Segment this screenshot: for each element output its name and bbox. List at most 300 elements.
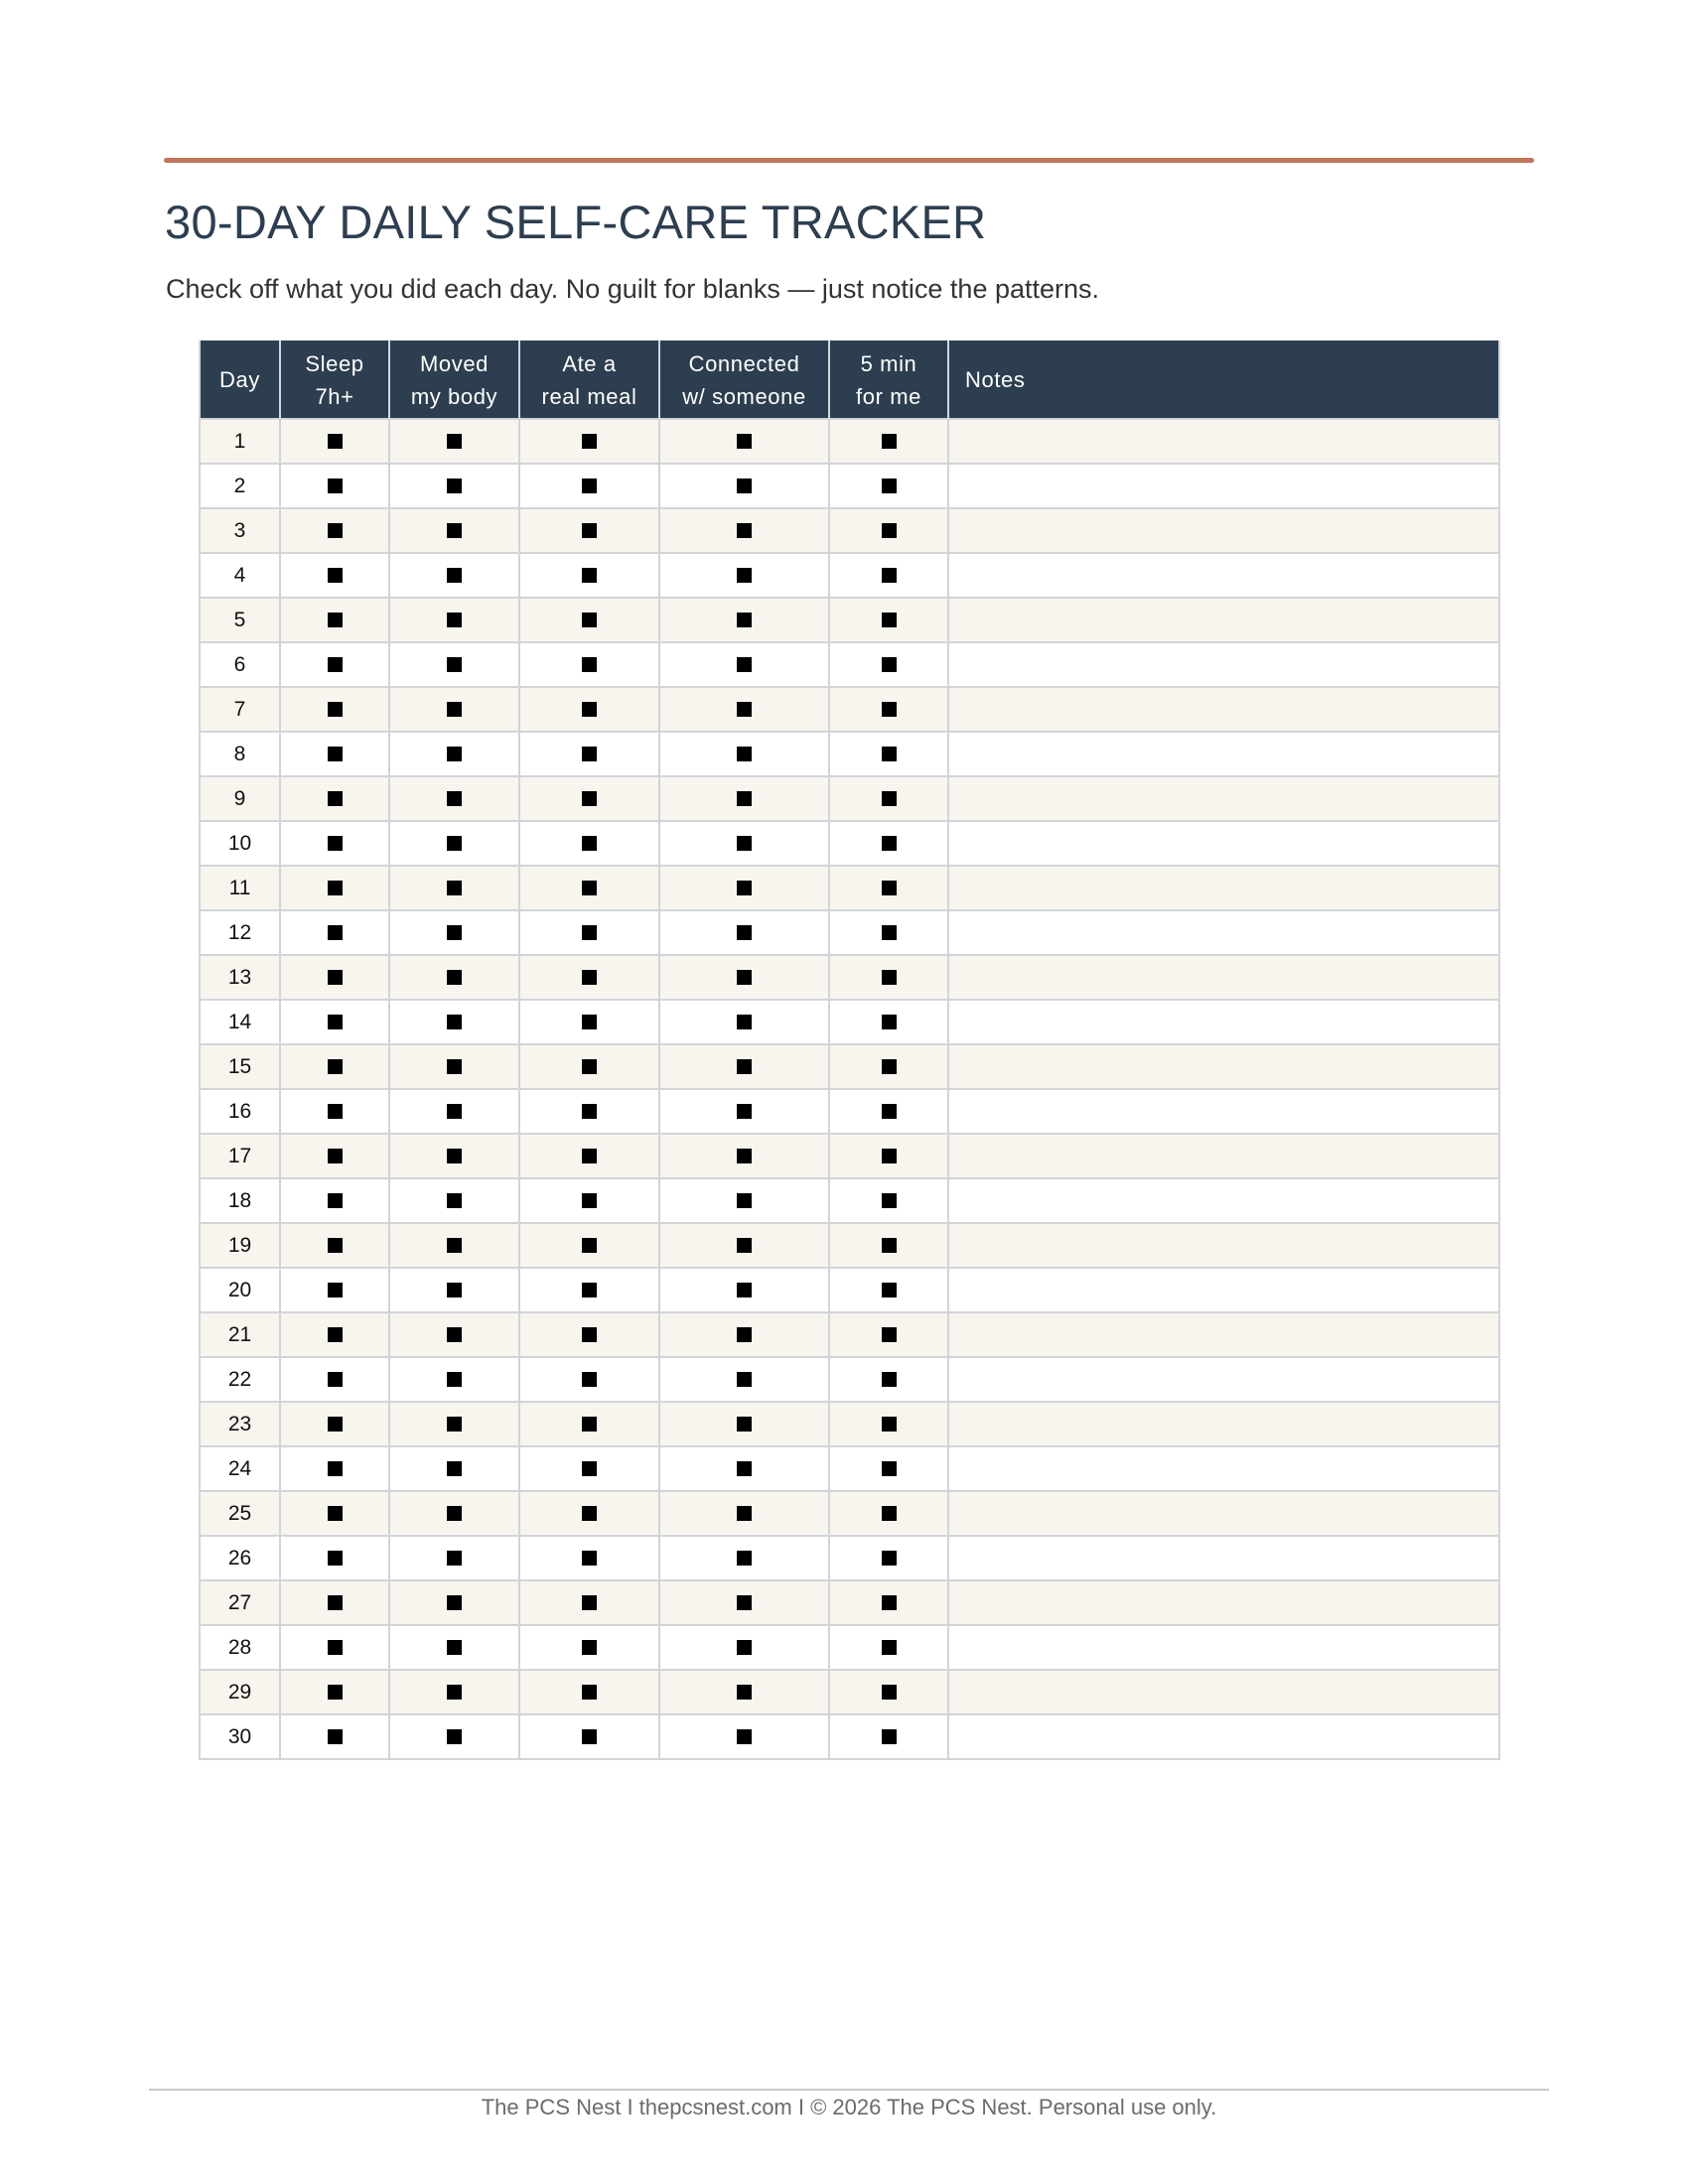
sleep-check-cell[interactable] — [280, 910, 389, 955]
connected-check-cell[interactable] — [659, 1402, 829, 1446]
checkbox-square-icon[interactable] — [447, 1238, 462, 1253]
checkbox-square-icon[interactable] — [882, 1729, 897, 1744]
checkbox-square-icon[interactable] — [882, 1327, 897, 1342]
connected-check-cell[interactable] — [659, 1536, 829, 1580]
checkbox-square-icon[interactable] — [328, 1283, 343, 1297]
connected-check-cell[interactable] — [659, 1625, 829, 1670]
meal-check-cell[interactable] — [519, 1446, 659, 1491]
checkbox-square-icon[interactable] — [882, 836, 897, 851]
notes-cell[interactable] — [948, 1357, 1499, 1402]
moved-check-cell[interactable] — [389, 1178, 519, 1223]
five-min-check-cell[interactable] — [829, 1580, 948, 1625]
five-min-check-cell[interactable] — [829, 910, 948, 955]
checkbox-square-icon[interactable] — [737, 747, 752, 761]
notes-cell[interactable] — [948, 1714, 1499, 1759]
checkbox-square-icon[interactable] — [582, 1238, 597, 1253]
checkbox-square-icon[interactable] — [737, 702, 752, 717]
checkbox-square-icon[interactable] — [882, 1506, 897, 1521]
moved-check-cell[interactable] — [389, 1580, 519, 1625]
sleep-check-cell[interactable] — [280, 1312, 389, 1357]
sleep-check-cell[interactable] — [280, 464, 389, 508]
checkbox-square-icon[interactable] — [737, 1193, 752, 1208]
five-min-check-cell[interactable] — [829, 1312, 948, 1357]
notes-cell[interactable] — [948, 1178, 1499, 1223]
checkbox-square-icon[interactable] — [882, 1461, 897, 1476]
connected-check-cell[interactable] — [659, 508, 829, 553]
connected-check-cell[interactable] — [659, 553, 829, 598]
meal-check-cell[interactable] — [519, 464, 659, 508]
notes-cell[interactable] — [948, 1670, 1499, 1714]
checkbox-square-icon[interactable] — [582, 791, 597, 806]
five-min-check-cell[interactable] — [829, 553, 948, 598]
checkbox-square-icon[interactable] — [447, 1193, 462, 1208]
moved-check-cell[interactable] — [389, 1089, 519, 1134]
checkbox-square-icon[interactable] — [582, 925, 597, 940]
checkbox-square-icon[interactable] — [328, 1506, 343, 1521]
checkbox-square-icon[interactable] — [582, 523, 597, 538]
five-min-check-cell[interactable] — [829, 1357, 948, 1402]
moved-check-cell[interactable] — [389, 1268, 519, 1312]
checkbox-square-icon[interactable] — [737, 1015, 752, 1029]
connected-check-cell[interactable] — [659, 1044, 829, 1089]
checkbox-square-icon[interactable] — [328, 523, 343, 538]
checkbox-square-icon[interactable] — [582, 970, 597, 985]
checkbox-square-icon[interactable] — [737, 613, 752, 627]
checkbox-square-icon[interactable] — [582, 1729, 597, 1744]
checkbox-square-icon[interactable] — [447, 568, 462, 583]
checkbox-square-icon[interactable] — [882, 1372, 897, 1387]
connected-check-cell[interactable] — [659, 866, 829, 910]
checkbox-square-icon[interactable] — [582, 1059, 597, 1074]
notes-cell[interactable] — [948, 1402, 1499, 1446]
moved-check-cell[interactable] — [389, 821, 519, 866]
notes-cell[interactable] — [948, 642, 1499, 687]
checkbox-square-icon[interactable] — [328, 1729, 343, 1744]
checkbox-square-icon[interactable] — [582, 702, 597, 717]
connected-check-cell[interactable] — [659, 1312, 829, 1357]
checkbox-square-icon[interactable] — [328, 925, 343, 940]
meal-check-cell[interactable] — [519, 508, 659, 553]
connected-check-cell[interactable] — [659, 464, 829, 508]
checkbox-square-icon[interactable] — [737, 836, 752, 851]
checkbox-square-icon[interactable] — [447, 1595, 462, 1610]
moved-check-cell[interactable] — [389, 419, 519, 464]
notes-cell[interactable] — [948, 687, 1499, 732]
connected-check-cell[interactable] — [659, 1178, 829, 1223]
sleep-check-cell[interactable] — [280, 1491, 389, 1536]
sleep-check-cell[interactable] — [280, 732, 389, 776]
connected-check-cell[interactable] — [659, 1000, 829, 1044]
checkbox-square-icon[interactable] — [737, 434, 752, 449]
checkbox-square-icon[interactable] — [882, 1640, 897, 1655]
meal-check-cell[interactable] — [519, 1625, 659, 1670]
meal-check-cell[interactable] — [519, 1134, 659, 1178]
checkbox-square-icon[interactable] — [737, 970, 752, 985]
checkbox-square-icon[interactable] — [447, 1461, 462, 1476]
notes-cell[interactable] — [948, 1625, 1499, 1670]
connected-check-cell[interactable] — [659, 821, 829, 866]
five-min-check-cell[interactable] — [829, 1044, 948, 1089]
five-min-check-cell[interactable] — [829, 1625, 948, 1670]
checkbox-square-icon[interactable] — [328, 1104, 343, 1119]
checkbox-square-icon[interactable] — [447, 1327, 462, 1342]
meal-check-cell[interactable] — [519, 1536, 659, 1580]
notes-cell[interactable] — [948, 1089, 1499, 1134]
connected-check-cell[interactable] — [659, 1714, 829, 1759]
notes-cell[interactable] — [948, 464, 1499, 508]
checkbox-square-icon[interactable] — [582, 478, 597, 493]
five-min-check-cell[interactable] — [829, 642, 948, 687]
sleep-check-cell[interactable] — [280, 955, 389, 1000]
checkbox-square-icon[interactable] — [582, 1640, 597, 1655]
sleep-check-cell[interactable] — [280, 821, 389, 866]
sleep-check-cell[interactable] — [280, 866, 389, 910]
notes-cell[interactable] — [948, 866, 1499, 910]
meal-check-cell[interactable] — [519, 1089, 659, 1134]
sleep-check-cell[interactable] — [280, 687, 389, 732]
notes-cell[interactable] — [948, 553, 1499, 598]
sleep-check-cell[interactable] — [280, 642, 389, 687]
five-min-check-cell[interactable] — [829, 821, 948, 866]
sleep-check-cell[interactable] — [280, 1178, 389, 1223]
moved-check-cell[interactable] — [389, 732, 519, 776]
sleep-check-cell[interactable] — [280, 598, 389, 642]
meal-check-cell[interactable] — [519, 1223, 659, 1268]
checkbox-square-icon[interactable] — [737, 523, 752, 538]
meal-check-cell[interactable] — [519, 1402, 659, 1446]
checkbox-square-icon[interactable] — [328, 1238, 343, 1253]
checkbox-square-icon[interactable] — [328, 613, 343, 627]
checkbox-square-icon[interactable] — [582, 1551, 597, 1566]
five-min-check-cell[interactable] — [829, 598, 948, 642]
moved-check-cell[interactable] — [389, 1446, 519, 1491]
checkbox-square-icon[interactable] — [582, 1506, 597, 1521]
moved-check-cell[interactable] — [389, 955, 519, 1000]
checkbox-square-icon[interactable] — [737, 1104, 752, 1119]
connected-check-cell[interactable] — [659, 732, 829, 776]
moved-check-cell[interactable] — [389, 508, 519, 553]
moved-check-cell[interactable] — [389, 598, 519, 642]
checkbox-square-icon[interactable] — [447, 478, 462, 493]
sleep-check-cell[interactable] — [280, 1536, 389, 1580]
five-min-check-cell[interactable] — [829, 1536, 948, 1580]
checkbox-square-icon[interactable] — [447, 1149, 462, 1163]
notes-cell[interactable] — [948, 508, 1499, 553]
checkbox-square-icon[interactable] — [582, 1372, 597, 1387]
checkbox-square-icon[interactable] — [582, 747, 597, 761]
checkbox-square-icon[interactable] — [447, 791, 462, 806]
connected-check-cell[interactable] — [659, 687, 829, 732]
notes-cell[interactable] — [948, 732, 1499, 776]
five-min-check-cell[interactable] — [829, 1134, 948, 1178]
sleep-check-cell[interactable] — [280, 1446, 389, 1491]
moved-check-cell[interactable] — [389, 910, 519, 955]
meal-check-cell[interactable] — [519, 910, 659, 955]
meal-check-cell[interactable] — [519, 1312, 659, 1357]
checkbox-square-icon[interactable] — [328, 1059, 343, 1074]
checkbox-square-icon[interactable] — [447, 702, 462, 717]
checkbox-square-icon[interactable] — [447, 434, 462, 449]
checkbox-square-icon[interactable] — [882, 613, 897, 627]
checkbox-square-icon[interactable] — [447, 881, 462, 895]
meal-check-cell[interactable] — [519, 1580, 659, 1625]
checkbox-square-icon[interactable] — [882, 1417, 897, 1432]
five-min-check-cell[interactable] — [829, 1491, 948, 1536]
meal-check-cell[interactable] — [519, 821, 659, 866]
checkbox-square-icon[interactable] — [882, 747, 897, 761]
moved-check-cell[interactable] — [389, 1223, 519, 1268]
checkbox-square-icon[interactable] — [582, 1283, 597, 1297]
sleep-check-cell[interactable] — [280, 1134, 389, 1178]
meal-check-cell[interactable] — [519, 1491, 659, 1536]
five-min-check-cell[interactable] — [829, 1178, 948, 1223]
checkbox-square-icon[interactable] — [328, 1149, 343, 1163]
notes-cell[interactable] — [948, 419, 1499, 464]
sleep-check-cell[interactable] — [280, 1580, 389, 1625]
checkbox-square-icon[interactable] — [447, 1506, 462, 1521]
checkbox-square-icon[interactable] — [447, 1104, 462, 1119]
connected-check-cell[interactable] — [659, 1089, 829, 1134]
checkbox-square-icon[interactable] — [328, 434, 343, 449]
sleep-check-cell[interactable] — [280, 553, 389, 598]
checkbox-square-icon[interactable] — [328, 702, 343, 717]
moved-check-cell[interactable] — [389, 866, 519, 910]
checkbox-square-icon[interactable] — [447, 970, 462, 985]
five-min-check-cell[interactable] — [829, 508, 948, 553]
checkbox-square-icon[interactable] — [328, 1551, 343, 1566]
notes-cell[interactable] — [948, 1446, 1499, 1491]
moved-check-cell[interactable] — [389, 1536, 519, 1580]
connected-check-cell[interactable] — [659, 1491, 829, 1536]
checkbox-square-icon[interactable] — [882, 657, 897, 672]
checkbox-square-icon[interactable] — [737, 568, 752, 583]
checkbox-square-icon[interactable] — [882, 791, 897, 806]
checkbox-square-icon[interactable] — [328, 568, 343, 583]
connected-check-cell[interactable] — [659, 1580, 829, 1625]
checkbox-square-icon[interactable] — [582, 1461, 597, 1476]
notes-cell[interactable] — [948, 1580, 1499, 1625]
meal-check-cell[interactable] — [519, 598, 659, 642]
checkbox-square-icon[interactable] — [737, 1417, 752, 1432]
sleep-check-cell[interactable] — [280, 1402, 389, 1446]
checkbox-square-icon[interactable] — [882, 1059, 897, 1074]
five-min-check-cell[interactable] — [829, 464, 948, 508]
five-min-check-cell[interactable] — [829, 1000, 948, 1044]
connected-check-cell[interactable] — [659, 598, 829, 642]
checkbox-square-icon[interactable] — [882, 1149, 897, 1163]
checkbox-square-icon[interactable] — [328, 970, 343, 985]
five-min-check-cell[interactable] — [829, 955, 948, 1000]
checkbox-square-icon[interactable] — [737, 1551, 752, 1566]
checkbox-square-icon[interactable] — [882, 1551, 897, 1566]
checkbox-square-icon[interactable] — [447, 1729, 462, 1744]
checkbox-square-icon[interactable] — [737, 1640, 752, 1655]
five-min-check-cell[interactable] — [829, 1223, 948, 1268]
checkbox-square-icon[interactable] — [582, 1193, 597, 1208]
meal-check-cell[interactable] — [519, 955, 659, 1000]
connected-check-cell[interactable] — [659, 642, 829, 687]
checkbox-square-icon[interactable] — [328, 657, 343, 672]
connected-check-cell[interactable] — [659, 955, 829, 1000]
meal-check-cell[interactable] — [519, 1714, 659, 1759]
checkbox-square-icon[interactable] — [737, 925, 752, 940]
moved-check-cell[interactable] — [389, 687, 519, 732]
checkbox-square-icon[interactable] — [882, 478, 897, 493]
five-min-check-cell[interactable] — [829, 687, 948, 732]
checkbox-square-icon[interactable] — [882, 1685, 897, 1700]
moved-check-cell[interactable] — [389, 642, 519, 687]
checkbox-square-icon[interactable] — [737, 1283, 752, 1297]
connected-check-cell[interactable] — [659, 1357, 829, 1402]
notes-cell[interactable] — [948, 1134, 1499, 1178]
checkbox-square-icon[interactable] — [447, 1059, 462, 1074]
sleep-check-cell[interactable] — [280, 1357, 389, 1402]
sleep-check-cell[interactable] — [280, 1000, 389, 1044]
checkbox-square-icon[interactable] — [582, 881, 597, 895]
checkbox-square-icon[interactable] — [447, 1685, 462, 1700]
five-min-check-cell[interactable] — [829, 1670, 948, 1714]
checkbox-square-icon[interactable] — [882, 1283, 897, 1297]
sleep-check-cell[interactable] — [280, 1044, 389, 1089]
checkbox-square-icon[interactable] — [328, 747, 343, 761]
checkbox-square-icon[interactable] — [582, 1104, 597, 1119]
meal-check-cell[interactable] — [519, 642, 659, 687]
five-min-check-cell[interactable] — [829, 1402, 948, 1446]
checkbox-square-icon[interactable] — [737, 1059, 752, 1074]
checkbox-square-icon[interactable] — [582, 434, 597, 449]
moved-check-cell[interactable] — [389, 776, 519, 821]
connected-check-cell[interactable] — [659, 419, 829, 464]
checkbox-square-icon[interactable] — [737, 1685, 752, 1700]
meal-check-cell[interactable] — [519, 687, 659, 732]
notes-cell[interactable] — [948, 821, 1499, 866]
notes-cell[interactable] — [948, 1000, 1499, 1044]
meal-check-cell[interactable] — [519, 1000, 659, 1044]
checkbox-square-icon[interactable] — [582, 1417, 597, 1432]
moved-check-cell[interactable] — [389, 1670, 519, 1714]
checkbox-square-icon[interactable] — [447, 747, 462, 761]
checkbox-square-icon[interactable] — [582, 1595, 597, 1610]
checkbox-square-icon[interactable] — [447, 1640, 462, 1655]
sleep-check-cell[interactable] — [280, 1714, 389, 1759]
checkbox-square-icon[interactable] — [447, 925, 462, 940]
meal-check-cell[interactable] — [519, 776, 659, 821]
connected-check-cell[interactable] — [659, 776, 829, 821]
checkbox-square-icon[interactable] — [582, 1327, 597, 1342]
checkbox-square-icon[interactable] — [582, 657, 597, 672]
sleep-check-cell[interactable] — [280, 1670, 389, 1714]
checkbox-square-icon[interactable] — [447, 836, 462, 851]
meal-check-cell[interactable] — [519, 732, 659, 776]
checkbox-square-icon[interactable] — [582, 1149, 597, 1163]
moved-check-cell[interactable] — [389, 464, 519, 508]
connected-check-cell[interactable] — [659, 1670, 829, 1714]
connected-check-cell[interactable] — [659, 1446, 829, 1491]
sleep-check-cell[interactable] — [280, 776, 389, 821]
checkbox-square-icon[interactable] — [328, 791, 343, 806]
five-min-check-cell[interactable] — [829, 1714, 948, 1759]
checkbox-square-icon[interactable] — [737, 1729, 752, 1744]
notes-cell[interactable] — [948, 776, 1499, 821]
meal-check-cell[interactable] — [519, 1268, 659, 1312]
checkbox-square-icon[interactable] — [328, 1640, 343, 1655]
checkbox-square-icon[interactable] — [582, 613, 597, 627]
checkbox-square-icon[interactable] — [447, 1551, 462, 1566]
checkbox-square-icon[interactable] — [582, 568, 597, 583]
meal-check-cell[interactable] — [519, 866, 659, 910]
checkbox-square-icon[interactable] — [882, 702, 897, 717]
sleep-check-cell[interactable] — [280, 419, 389, 464]
checkbox-square-icon[interactable] — [882, 925, 897, 940]
checkbox-square-icon[interactable] — [737, 657, 752, 672]
checkbox-square-icon[interactable] — [882, 1104, 897, 1119]
checkbox-square-icon[interactable] — [328, 1372, 343, 1387]
five-min-check-cell[interactable] — [829, 419, 948, 464]
checkbox-square-icon[interactable] — [582, 1015, 597, 1029]
checkbox-square-icon[interactable] — [328, 1327, 343, 1342]
notes-cell[interactable] — [948, 1044, 1499, 1089]
five-min-check-cell[interactable] — [829, 1089, 948, 1134]
checkbox-square-icon[interactable] — [882, 568, 897, 583]
checkbox-square-icon[interactable] — [737, 1327, 752, 1342]
checkbox-square-icon[interactable] — [582, 836, 597, 851]
meal-check-cell[interactable] — [519, 1670, 659, 1714]
checkbox-square-icon[interactable] — [882, 1595, 897, 1610]
connected-check-cell[interactable] — [659, 1223, 829, 1268]
checkbox-square-icon[interactable] — [328, 836, 343, 851]
notes-cell[interactable] — [948, 910, 1499, 955]
checkbox-square-icon[interactable] — [882, 1015, 897, 1029]
checkbox-square-icon[interactable] — [328, 1685, 343, 1700]
notes-cell[interactable] — [948, 1536, 1499, 1580]
checkbox-square-icon[interactable] — [447, 1283, 462, 1297]
checkbox-square-icon[interactable] — [737, 791, 752, 806]
checkbox-square-icon[interactable] — [737, 1461, 752, 1476]
checkbox-square-icon[interactable] — [447, 523, 462, 538]
checkbox-square-icon[interactable] — [882, 434, 897, 449]
sleep-check-cell[interactable] — [280, 1089, 389, 1134]
connected-check-cell[interactable] — [659, 910, 829, 955]
checkbox-square-icon[interactable] — [737, 1595, 752, 1610]
checkbox-square-icon[interactable] — [882, 1193, 897, 1208]
meal-check-cell[interactable] — [519, 553, 659, 598]
checkbox-square-icon[interactable] — [328, 478, 343, 493]
checkbox-square-icon[interactable] — [447, 1372, 462, 1387]
checkbox-square-icon[interactable] — [328, 881, 343, 895]
checkbox-square-icon[interactable] — [447, 657, 462, 672]
sleep-check-cell[interactable] — [280, 1223, 389, 1268]
checkbox-square-icon[interactable] — [447, 1015, 462, 1029]
moved-check-cell[interactable] — [389, 1714, 519, 1759]
checkbox-square-icon[interactable] — [882, 881, 897, 895]
checkbox-square-icon[interactable] — [328, 1461, 343, 1476]
notes-cell[interactable] — [948, 1268, 1499, 1312]
checkbox-square-icon[interactable] — [882, 970, 897, 985]
checkbox-square-icon[interactable] — [737, 881, 752, 895]
checkbox-square-icon[interactable] — [737, 478, 752, 493]
five-min-check-cell[interactable] — [829, 732, 948, 776]
moved-check-cell[interactable] — [389, 1134, 519, 1178]
connected-check-cell[interactable] — [659, 1268, 829, 1312]
notes-cell[interactable] — [948, 1491, 1499, 1536]
five-min-check-cell[interactable] — [829, 776, 948, 821]
meal-check-cell[interactable] — [519, 1044, 659, 1089]
moved-check-cell[interactable] — [389, 1000, 519, 1044]
moved-check-cell[interactable] — [389, 1402, 519, 1446]
checkbox-square-icon[interactable] — [328, 1417, 343, 1432]
moved-check-cell[interactable] — [389, 1491, 519, 1536]
moved-check-cell[interactable] — [389, 1625, 519, 1670]
